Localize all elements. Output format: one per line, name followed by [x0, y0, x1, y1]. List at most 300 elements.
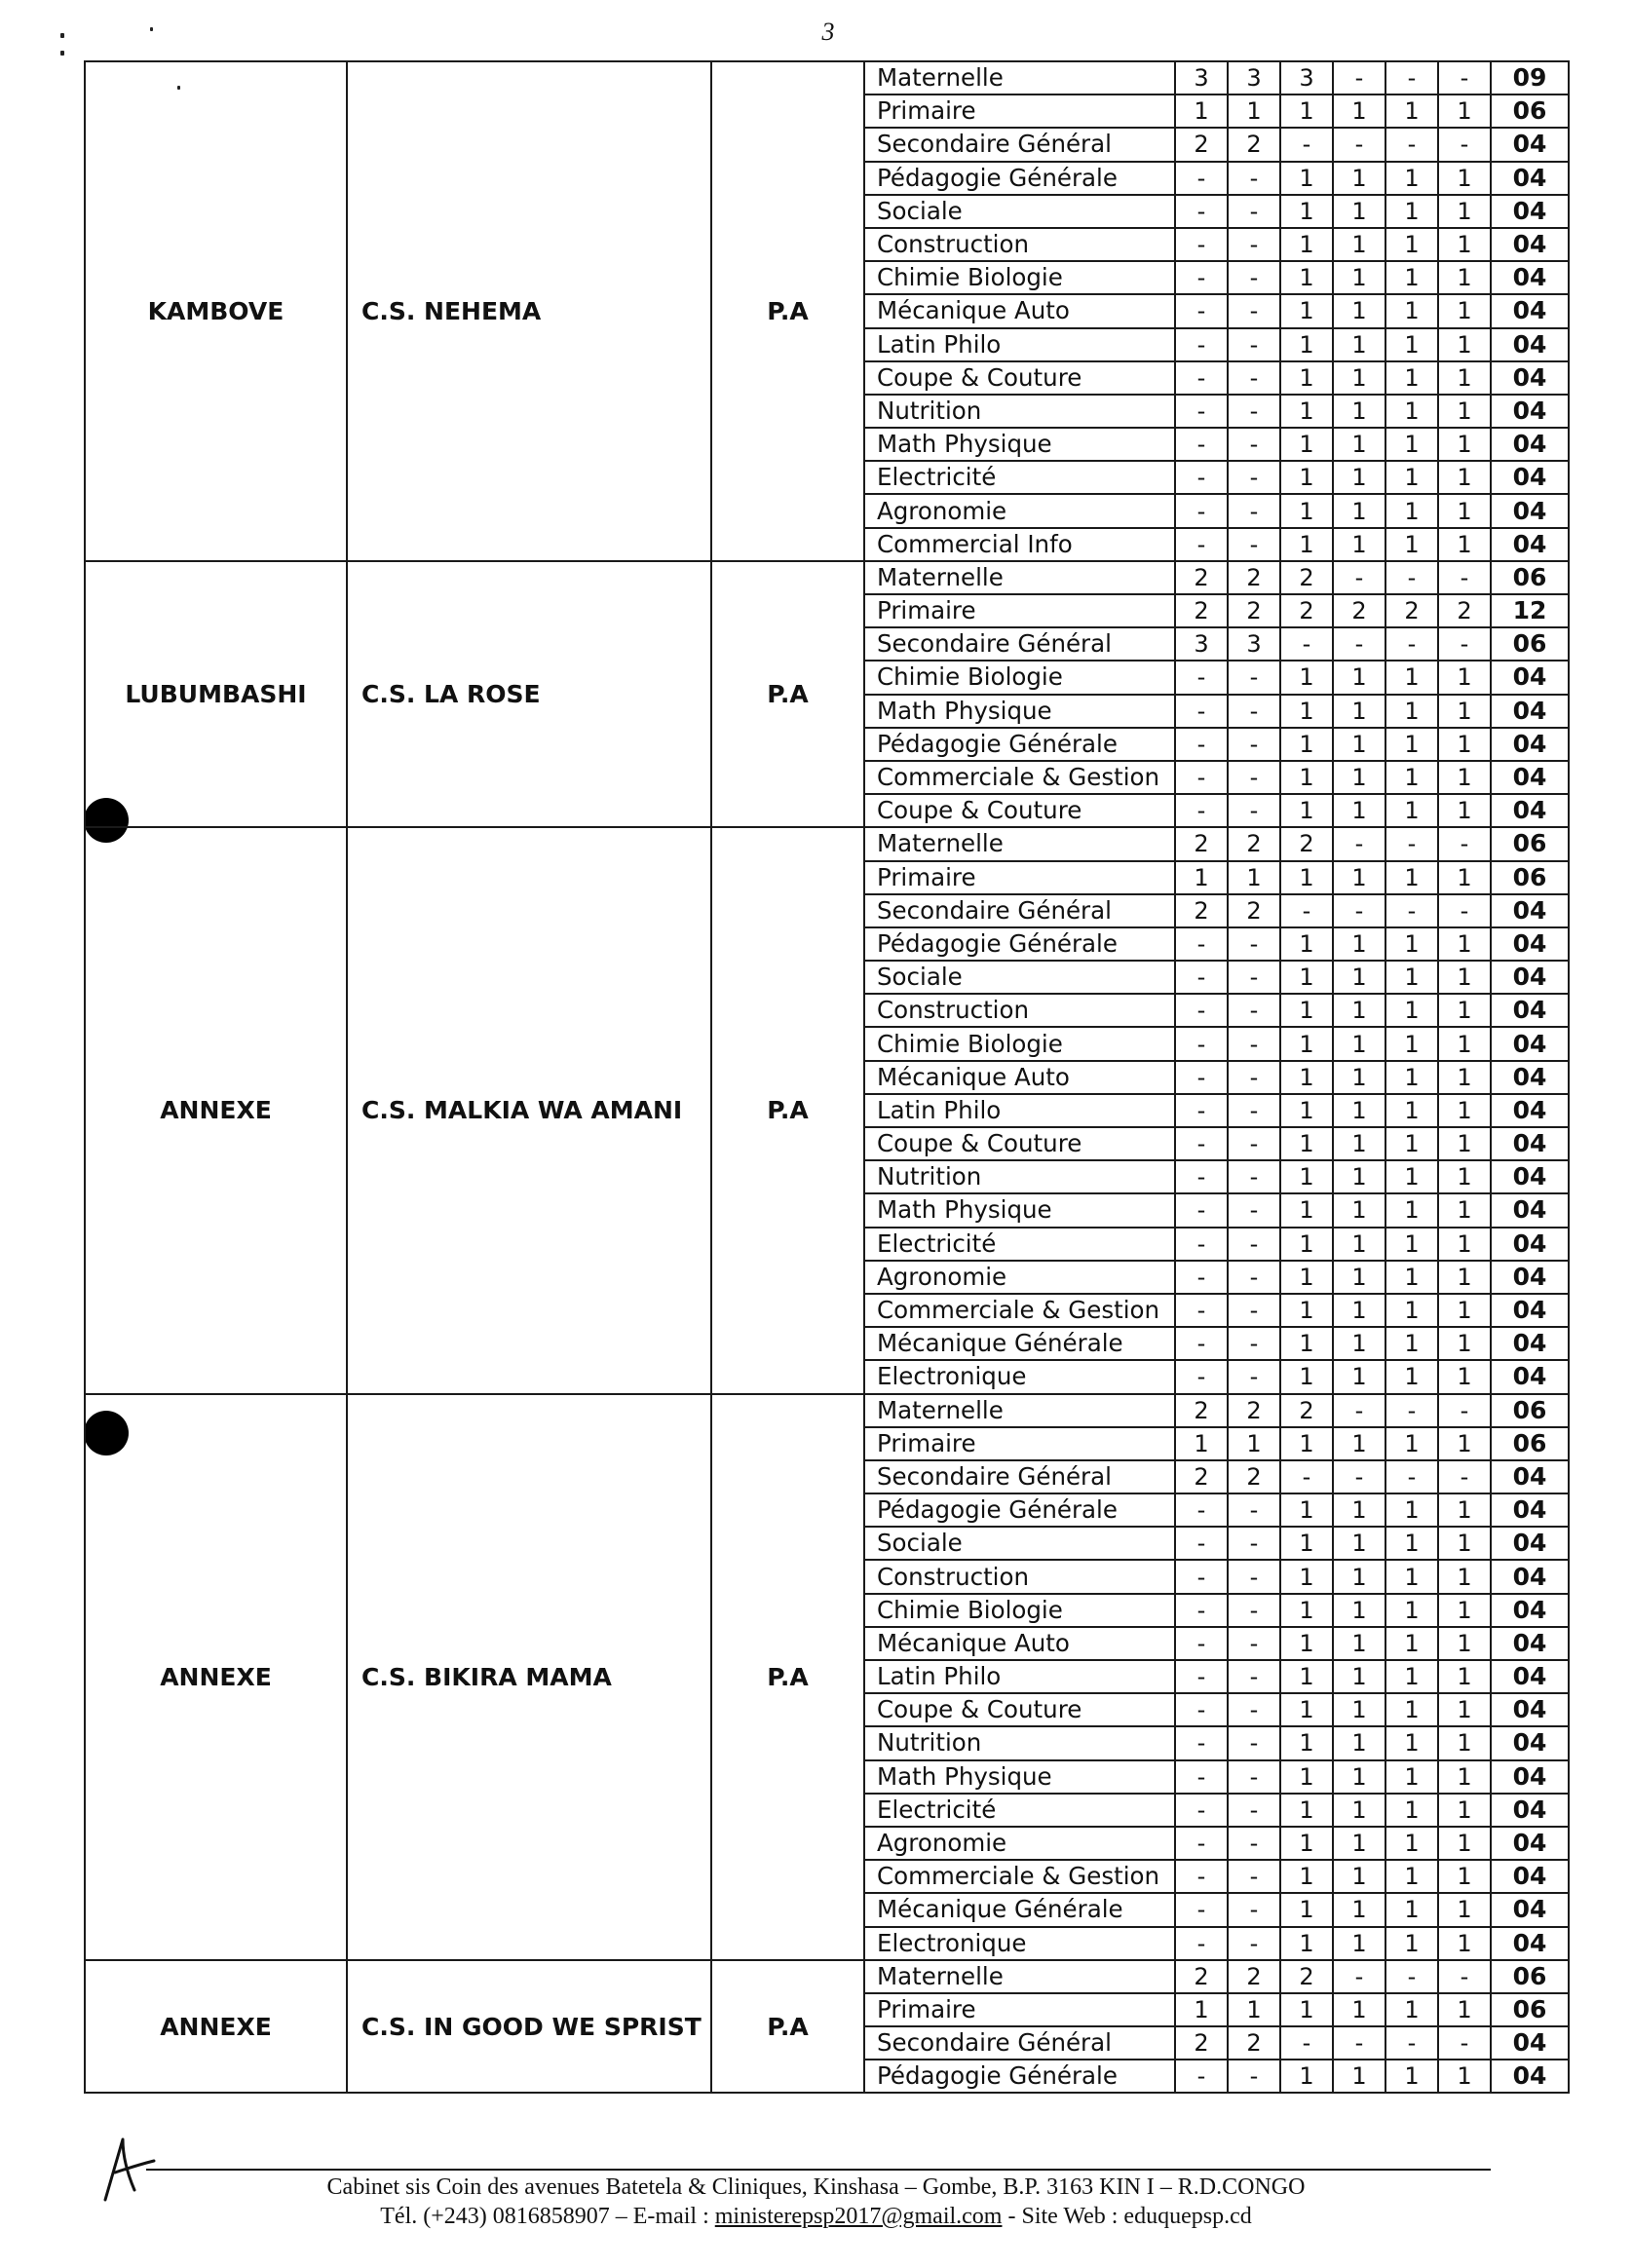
- class-count-cell: -: [1175, 1228, 1228, 1261]
- class-count-cell: 1: [1333, 461, 1385, 494]
- option-cell: Commerciale & Gestion: [864, 761, 1175, 794]
- class-count-cell: 1: [1438, 328, 1491, 361]
- option-cell: Nutrition: [864, 1160, 1175, 1193]
- class-count-cell: -: [1175, 328, 1228, 361]
- class-count-cell: -: [1228, 1527, 1280, 1560]
- class-count-cell: 1: [1280, 794, 1333, 827]
- class-count-cell: -: [1438, 1394, 1491, 1427]
- class-count-cell: 1: [1280, 1860, 1333, 1893]
- total-cell: 04: [1491, 1027, 1569, 1060]
- class-count-cell: 2: [1175, 827, 1228, 860]
- class-count-cell: 1: [1385, 195, 1438, 228]
- class-count-cell: -: [1228, 728, 1280, 761]
- option-cell: Commerciale & Gestion: [864, 1294, 1175, 1327]
- class-count-cell: 2: [1228, 1460, 1280, 1493]
- total-cell: 04: [1491, 1560, 1569, 1593]
- class-count-cell: 2: [1228, 561, 1280, 594]
- class-count-cell: 1: [1333, 1794, 1385, 1827]
- class-count-cell: -: [1175, 1726, 1228, 1759]
- class-count-cell: 1: [1333, 927, 1385, 961]
- class-count-cell: -: [1438, 1960, 1491, 1993]
- total-cell: 04: [1491, 1927, 1569, 1960]
- total-cell: 04: [1491, 528, 1569, 561]
- class-count-cell: 2: [1175, 128, 1228, 161]
- class-count-cell: 2: [1175, 561, 1228, 594]
- class-count-cell: -: [1175, 1061, 1228, 1094]
- class-count-cell: -: [1333, 1394, 1385, 1427]
- class-count-cell: 1: [1438, 428, 1491, 461]
- option-cell: Chimie Biologie: [864, 661, 1175, 694]
- class-count-cell: 1: [1438, 1527, 1491, 1560]
- class-count-cell: -: [1175, 1193, 1228, 1227]
- class-count-cell: 1: [1438, 1360, 1491, 1393]
- class-count-cell: 1: [1385, 1261, 1438, 1294]
- class-count-cell: 1: [1175, 1993, 1228, 2026]
- class-count-cell: 1: [1333, 361, 1385, 395]
- class-count-cell: 1: [1280, 1594, 1333, 1627]
- class-count-cell: -: [1175, 927, 1228, 961]
- class-count-cell: 1: [1228, 1427, 1280, 1460]
- total-cell: 04: [1491, 1127, 1569, 1160]
- class-count-cell: -: [1228, 428, 1280, 461]
- class-count-cell: 1: [1228, 861, 1280, 894]
- class-count-cell: -: [1228, 1193, 1280, 1227]
- class-count-cell: 1: [1280, 1360, 1333, 1393]
- class-count-cell: -: [1228, 1127, 1280, 1160]
- total-cell: 04: [1491, 294, 1569, 327]
- option-cell: Mécanique Auto: [864, 1627, 1175, 1660]
- class-count-cell: 3: [1175, 61, 1228, 94]
- class-count-cell: 1: [1385, 1827, 1438, 1860]
- option-cell: Agronomie: [864, 1261, 1175, 1294]
- class-count-cell: 1: [1385, 294, 1438, 327]
- class-count-cell: 1: [1333, 1261, 1385, 1294]
- class-count-cell: -: [1228, 1027, 1280, 1060]
- class-count-cell: 1: [1333, 1726, 1385, 1759]
- class-count-cell: -: [1228, 195, 1280, 228]
- option-cell: Coupe & Couture: [864, 794, 1175, 827]
- class-count-cell: -: [1175, 761, 1228, 794]
- class-count-cell: -: [1175, 1860, 1228, 1893]
- class-count-cell: 1: [1280, 1427, 1333, 1460]
- class-count-cell: 1: [1438, 1594, 1491, 1627]
- class-count-cell: -: [1175, 1294, 1228, 1327]
- class-count-cell: 1: [1438, 494, 1491, 527]
- class-count-cell: 2: [1228, 2026, 1280, 2060]
- class-count-cell: -: [1175, 1827, 1228, 1860]
- class-count-cell: 1: [1438, 228, 1491, 261]
- class-count-cell: 1: [1385, 1794, 1438, 1827]
- total-cell: 04: [1491, 1061, 1569, 1094]
- class-count-cell: 1: [1333, 1094, 1385, 1127]
- class-count-cell: 1: [1385, 861, 1438, 894]
- class-count-cell: 1: [1385, 1160, 1438, 1193]
- class-count-cell: 1: [1438, 1693, 1491, 1726]
- scan-speck: [150, 27, 153, 31]
- school-cell: C.S. NEHEMA: [347, 61, 711, 561]
- class-count-cell: -: [1228, 162, 1280, 195]
- total-cell: 04: [1491, 728, 1569, 761]
- option-cell: Primaire: [864, 861, 1175, 894]
- option-cell: Pédagogie Générale: [864, 1493, 1175, 1527]
- total-cell: 04: [1491, 1660, 1569, 1693]
- class-count-cell: -: [1228, 1693, 1280, 1726]
- class-count-cell: 1: [1333, 1193, 1385, 1227]
- class-count-cell: 1: [1280, 1493, 1333, 1527]
- class-count-cell: 1: [1280, 94, 1333, 128]
- city-cell: ANNEXE: [85, 1394, 347, 1960]
- option-cell: Maternelle: [864, 827, 1175, 860]
- class-count-cell: -: [1175, 1327, 1228, 1360]
- class-count-cell: -: [1175, 1627, 1228, 1660]
- option-cell: Electricité: [864, 461, 1175, 494]
- total-cell: 04: [1491, 1827, 1569, 1860]
- class-count-cell: -: [1175, 494, 1228, 527]
- class-count-cell: 2: [1280, 561, 1333, 594]
- class-count-cell: 2: [1228, 894, 1280, 927]
- class-count-cell: 1: [1333, 1327, 1385, 1360]
- class-count-cell: 1: [1438, 1493, 1491, 1527]
- class-count-cell: 1: [1280, 1794, 1333, 1827]
- option-cell: Latin Philo: [864, 1660, 1175, 1693]
- footer-email-link[interactable]: ministerepsp2017@gmail.com: [714, 2204, 1003, 2229]
- option-cell: Electricité: [864, 1794, 1175, 1827]
- class-count-cell: 1: [1438, 961, 1491, 994]
- class-count-cell: -: [1333, 1460, 1385, 1493]
- class-count-cell: -: [1228, 1860, 1280, 1893]
- class-count-cell: 3: [1228, 61, 1280, 94]
- total-cell: 04: [1491, 328, 1569, 361]
- city-cell: ANNEXE: [85, 1960, 347, 2094]
- class-count-cell: 1: [1438, 861, 1491, 894]
- option-cell: Mécanique Auto: [864, 294, 1175, 327]
- class-count-cell: 1: [1438, 1560, 1491, 1593]
- class-count-cell: -: [1175, 1027, 1228, 1060]
- class-count-cell: -: [1385, 894, 1438, 927]
- school-cell: C.S. BIKIRA MAMA: [347, 1394, 711, 1960]
- class-count-cell: 1: [1333, 1527, 1385, 1560]
- option-cell: Secondaire Général: [864, 894, 1175, 927]
- class-count-cell: 1: [1385, 1726, 1438, 1759]
- option-cell: Sociale: [864, 1527, 1175, 1560]
- class-count-cell: 1: [1333, 695, 1385, 728]
- class-count-cell: -: [1385, 627, 1438, 661]
- class-count-cell: 1: [1333, 728, 1385, 761]
- class-count-cell: 1: [1385, 2060, 1438, 2093]
- option-cell: Maternelle: [864, 561, 1175, 594]
- option-cell: Commercial Info: [864, 528, 1175, 561]
- class-count-cell: 1: [1438, 1794, 1491, 1827]
- class-count-cell: -: [1175, 1693, 1228, 1726]
- class-count-cell: -: [1175, 528, 1228, 561]
- class-count-cell: 1: [1280, 1261, 1333, 1294]
- class-count-cell: -: [1175, 695, 1228, 728]
- class-count-cell: 1: [1333, 228, 1385, 261]
- option-cell: Primaire: [864, 94, 1175, 128]
- class-count-cell: 1: [1385, 1660, 1438, 1693]
- class-count-cell: 2: [1228, 594, 1280, 627]
- class-count-cell: -: [1228, 294, 1280, 327]
- class-count-cell: 1: [1333, 1127, 1385, 1160]
- option-cell: Construction: [864, 228, 1175, 261]
- class-count-cell: -: [1228, 1294, 1280, 1327]
- total-cell: 04: [1491, 1360, 1569, 1393]
- class-count-cell: -: [1175, 1360, 1228, 1393]
- class-count-cell: -: [1228, 695, 1280, 728]
- class-count-cell: 1: [1333, 1594, 1385, 1627]
- class-count-cell: -: [1175, 1094, 1228, 1127]
- class-count-cell: -: [1228, 494, 1280, 527]
- class-count-cell: 1: [1175, 94, 1228, 128]
- total-cell: 04: [1491, 794, 1569, 827]
- class-count-cell: 1: [1280, 961, 1333, 994]
- scan-speck: [60, 33, 64, 38]
- option-cell: Latin Philo: [864, 1094, 1175, 1127]
- class-count-cell: 1: [1280, 195, 1333, 228]
- total-cell: 06: [1491, 627, 1569, 661]
- class-count-cell: 1: [1385, 761, 1438, 794]
- option-cell: Nutrition: [864, 395, 1175, 428]
- class-count-cell: 1: [1333, 1927, 1385, 1960]
- school-cell: C.S. MALKIA WA AMANI: [347, 827, 711, 1393]
- class-count-cell: 1: [1280, 1927, 1333, 1960]
- class-count-cell: 1: [1280, 1760, 1333, 1794]
- total-cell: 04: [1491, 228, 1569, 261]
- class-count-cell: 1: [1333, 1993, 1385, 2026]
- class-count-cell: 1: [1280, 861, 1333, 894]
- class-count-cell: 1: [1438, 1261, 1491, 1294]
- total-cell: 04: [1491, 1893, 1569, 1926]
- total-cell: 04: [1491, 1160, 1569, 1193]
- class-count-cell: 1: [1333, 1228, 1385, 1261]
- class-count-cell: 1: [1438, 994, 1491, 1027]
- class-count-cell: 1: [1280, 328, 1333, 361]
- class-count-cell: 1: [1385, 261, 1438, 294]
- option-cell: Commerciale & Gestion: [864, 1860, 1175, 1893]
- option-cell: Maternelle: [864, 1394, 1175, 1427]
- class-count-cell: 2: [1175, 2026, 1228, 2060]
- class-count-cell: 1: [1280, 228, 1333, 261]
- class-count-cell: 1: [1280, 461, 1333, 494]
- total-cell: 04: [1491, 395, 1569, 428]
- class-count-cell: 2: [1333, 594, 1385, 627]
- class-count-cell: -: [1438, 61, 1491, 94]
- class-count-cell: 2: [1280, 1394, 1333, 1427]
- class-count-cell: -: [1438, 827, 1491, 860]
- class-count-cell: 1: [1438, 794, 1491, 827]
- class-count-cell: -: [1385, 61, 1438, 94]
- class-count-cell: 1: [1333, 2060, 1385, 2093]
- class-count-cell: 1: [1438, 1061, 1491, 1094]
- class-count-cell: 1: [1280, 294, 1333, 327]
- total-cell: 04: [1491, 1726, 1569, 1759]
- total-cell: 04: [1491, 428, 1569, 461]
- class-count-cell: 1: [1385, 1627, 1438, 1660]
- class-count-cell: 1: [1175, 861, 1228, 894]
- total-cell: 04: [1491, 1693, 1569, 1726]
- class-count-cell: 1: [1438, 461, 1491, 494]
- class-count-cell: 1: [1438, 661, 1491, 694]
- status-cell: P.A: [711, 1394, 864, 1960]
- class-count-cell: 1: [1438, 728, 1491, 761]
- class-count-cell: 1: [1280, 361, 1333, 395]
- total-cell: 04: [1491, 927, 1569, 961]
- class-count-cell: 1: [1385, 1693, 1438, 1726]
- total-cell: 04: [1491, 1527, 1569, 1560]
- class-count-cell: 1: [1280, 927, 1333, 961]
- class-count-cell: -: [1385, 1960, 1438, 1993]
- class-count-cell: 1: [1385, 461, 1438, 494]
- scan-speck: [60, 51, 64, 56]
- class-count-cell: 1: [1333, 1893, 1385, 1926]
- class-count-cell: -: [1175, 1493, 1228, 1527]
- class-count-cell: -: [1280, 2026, 1333, 2060]
- class-count-cell: 1: [1280, 661, 1333, 694]
- total-cell: 06: [1491, 94, 1569, 128]
- class-count-cell: 1: [1438, 1627, 1491, 1660]
- total-cell: 04: [1491, 195, 1569, 228]
- class-count-cell: 1: [1385, 661, 1438, 694]
- class-count-cell: -: [1175, 395, 1228, 428]
- total-cell: 04: [1491, 961, 1569, 994]
- class-count-cell: 1: [1333, 861, 1385, 894]
- total-cell: 04: [1491, 1228, 1569, 1261]
- option-cell: Secondaire Général: [864, 627, 1175, 661]
- class-count-cell: -: [1333, 1960, 1385, 1993]
- class-count-cell: -: [1175, 195, 1228, 228]
- class-count-cell: 1: [1333, 1294, 1385, 1327]
- class-count-cell: -: [1280, 1460, 1333, 1493]
- class-count-cell: 1: [1385, 1061, 1438, 1094]
- total-cell: 04: [1491, 1794, 1569, 1827]
- table-row: [85, 1394, 1569, 1427]
- class-count-cell: -: [1228, 261, 1280, 294]
- status-cell: P.A: [711, 827, 864, 1393]
- class-count-cell: 1: [1438, 1160, 1491, 1193]
- class-count-cell: -: [1228, 994, 1280, 1027]
- class-count-cell: -: [1175, 428, 1228, 461]
- total-cell: 04: [1491, 461, 1569, 494]
- class-count-cell: -: [1228, 1061, 1280, 1094]
- total-cell: 04: [1491, 2060, 1569, 2093]
- class-count-cell: 1: [1385, 528, 1438, 561]
- class-count-cell: 1: [1333, 94, 1385, 128]
- class-count-cell: 1: [1280, 494, 1333, 527]
- class-count-cell: 1: [1333, 1693, 1385, 1726]
- class-count-cell: 2: [1228, 827, 1280, 860]
- page-number: 3: [821, 18, 835, 46]
- class-count-cell: 1: [1333, 1627, 1385, 1660]
- class-count-cell: 1: [1175, 1427, 1228, 1460]
- class-count-cell: -: [1385, 1394, 1438, 1427]
- class-count-cell: 1: [1438, 195, 1491, 228]
- class-count-cell: -: [1438, 894, 1491, 927]
- option-cell: Secondaire Général: [864, 2026, 1175, 2060]
- class-count-cell: 2: [1228, 1960, 1280, 1993]
- class-count-cell: 2: [1175, 1394, 1228, 1427]
- class-count-cell: 1: [1280, 1127, 1333, 1160]
- class-count-cell: -: [1175, 1927, 1228, 1960]
- class-count-cell: -: [1228, 1893, 1280, 1926]
- class-count-cell: -: [1175, 1893, 1228, 1926]
- option-cell: Electronique: [864, 1360, 1175, 1393]
- class-count-cell: -: [1228, 661, 1280, 694]
- class-count-cell: 1: [1333, 961, 1385, 994]
- class-count-cell: 1: [1385, 1993, 1438, 2026]
- class-count-cell: 1: [1385, 794, 1438, 827]
- class-count-cell: 1: [1280, 1993, 1333, 2026]
- class-count-cell: 1: [1385, 162, 1438, 195]
- total-cell: 04: [1491, 1327, 1569, 1360]
- total-cell: 04: [1491, 361, 1569, 395]
- class-count-cell: 1: [1385, 728, 1438, 761]
- total-cell: 04: [1491, 1261, 1569, 1294]
- class-count-cell: -: [1228, 1627, 1280, 1660]
- total-cell: 04: [1491, 1094, 1569, 1127]
- class-count-cell: 3: [1228, 627, 1280, 661]
- option-cell: Coupe & Couture: [864, 361, 1175, 395]
- class-count-cell: 1: [1333, 494, 1385, 527]
- total-cell: 04: [1491, 1860, 1569, 1893]
- class-count-cell: -: [1175, 1660, 1228, 1693]
- class-count-cell: 1: [1333, 1493, 1385, 1527]
- class-count-cell: 1: [1333, 1860, 1385, 1893]
- class-count-cell: 1: [1280, 1327, 1333, 1360]
- option-cell: Primaire: [864, 1993, 1175, 2026]
- option-cell: Latin Philo: [864, 328, 1175, 361]
- footer-rule: [146, 2169, 1491, 2171]
- class-count-cell: 1: [1333, 395, 1385, 428]
- class-count-cell: -: [1175, 1560, 1228, 1593]
- option-cell: Chimie Biologie: [864, 1027, 1175, 1060]
- class-count-cell: 1: [1280, 528, 1333, 561]
- option-cell: Maternelle: [864, 61, 1175, 94]
- class-count-cell: 1: [1438, 761, 1491, 794]
- class-count-cell: 1: [1280, 1660, 1333, 1693]
- class-count-cell: 1: [1333, 328, 1385, 361]
- class-count-cell: 1: [1333, 195, 1385, 228]
- class-count-cell: 1: [1280, 1893, 1333, 1926]
- class-count-cell: 1: [1280, 1294, 1333, 1327]
- class-count-cell: 1: [1385, 1228, 1438, 1261]
- class-count-cell: 1: [1333, 162, 1385, 195]
- status-cell: P.A: [711, 561, 864, 828]
- class-count-cell: 2: [1438, 594, 1491, 627]
- class-count-cell: 1: [1333, 261, 1385, 294]
- class-count-cell: -: [1333, 827, 1385, 860]
- class-count-cell: 1: [1385, 94, 1438, 128]
- class-count-cell: -: [1175, 961, 1228, 994]
- class-count-cell: 1: [1280, 428, 1333, 461]
- class-count-cell: 1: [1385, 1294, 1438, 1327]
- class-count-cell: 1: [1280, 1527, 1333, 1560]
- total-cell: 04: [1491, 1760, 1569, 1794]
- total-cell: 04: [1491, 162, 1569, 195]
- option-cell: Chimie Biologie: [864, 1594, 1175, 1627]
- status-cell: P.A: [711, 1960, 864, 2094]
- total-cell: 04: [1491, 661, 1569, 694]
- class-count-cell: 1: [1438, 361, 1491, 395]
- school-cell: C.S. IN GOOD WE SPRIST: [347, 1960, 711, 2094]
- class-count-cell: -: [1333, 128, 1385, 161]
- class-count-cell: 1: [1280, 728, 1333, 761]
- class-count-cell: -: [1175, 461, 1228, 494]
- table-row: [85, 61, 1569, 94]
- total-cell: 06: [1491, 861, 1569, 894]
- class-count-cell: -: [1228, 1560, 1280, 1593]
- option-cell: Math Physique: [864, 428, 1175, 461]
- class-count-cell: 1: [1385, 328, 1438, 361]
